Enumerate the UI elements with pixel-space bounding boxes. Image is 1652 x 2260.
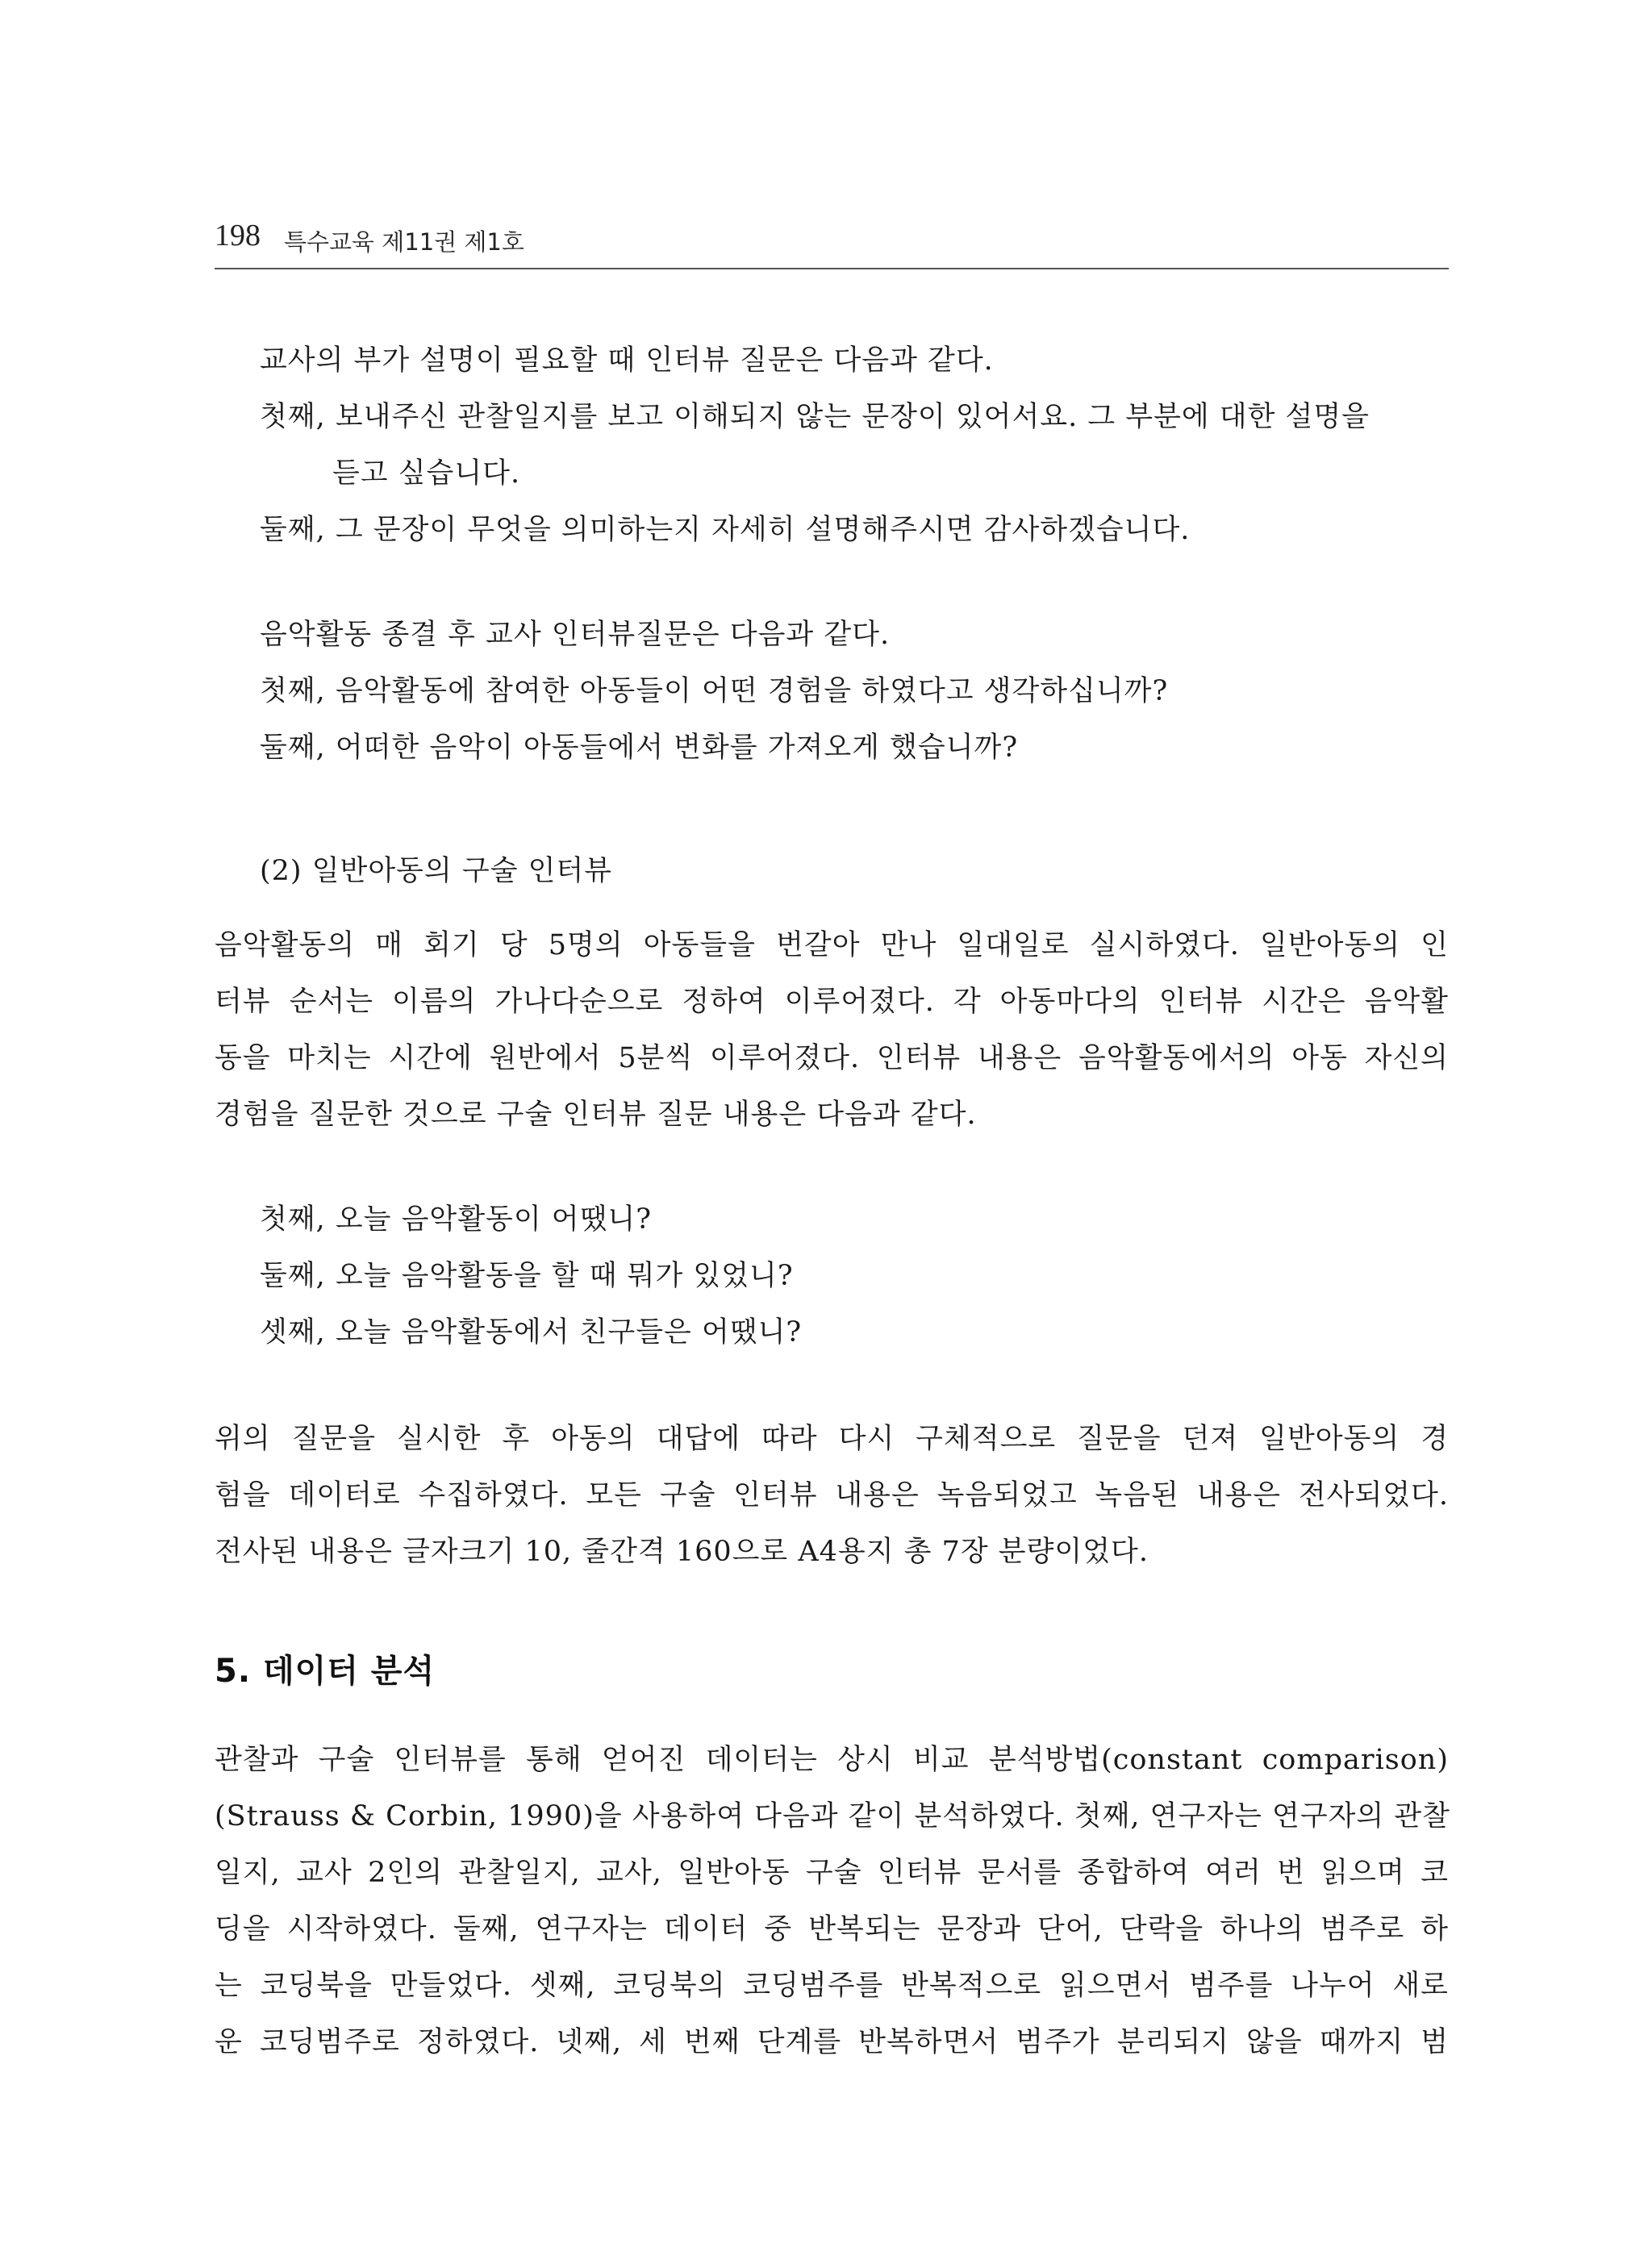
paragraph-line: 운 코딩범주로 정하였다. 넷째, 세 번째 단계를 반복하면서 범주가 분리되지 않을 때까지 범 (215, 2026, 1449, 2058)
paragraph-line: 전사된 내용은 글자크기 10, 줄간격 160으로 A4용지 총 7장 분량이었다. (215, 1536, 1149, 1568)
section-heading: 5. 데이터 분석 (215, 1653, 436, 1690)
paragraph-line: 경험을 질문한 것으로 구술 인터뷰 질문 내용은 다음과 같다. (215, 1099, 977, 1131)
paragraph-line: 터뷰 순서는 이름의 가나다순으로 정하여 이루어졌다. 각 아동마다의 인터뷰 시간은 음악활 (215, 986, 1449, 1018)
paragraph-line: (Strauss & Corbin, 1990)을 사용하여 다음과 같이 분석하였다. 첫째, 연구자는 연구자의 관찰 (215, 1800, 1450, 1833)
paragraph-line: 는 코딩북을 만들었다. 셋째, 코딩북의 코딩범주를 반복적으로 읽으면서 범주를 나누어 새로 (215, 1970, 1449, 2002)
child-question-1: 첫째, 오늘 음악활동이 어땠니? (260, 1203, 652, 1236)
paragraph-line: 일지, 교사 2인의 관찰일지, 교사, 일반아동 구술 인터뷰 문서를 종합하여 여러 번 읽으며 코 (215, 1857, 1449, 1889)
teacher-question-2: 둘째, 그 문장이 무엇을 의미하는지 자세히 설명해주시면 감사하겠습니다. (260, 514, 1191, 546)
running-header (215, 211, 1449, 269)
subsection-title: (2) 일반아동의 구술 인터뷰 (260, 855, 613, 887)
child-question-3: 셋째, 오늘 음악활동에서 친구들은 어땠니? (260, 1316, 803, 1349)
paragraph-line: 관찰과 구술 인터뷰를 통해 얻어진 데이터는 상시 비교 분석방법(constant comparison) (215, 1744, 1449, 1776)
paragraph-line: 위의 질문을 실시한 후 아동의 대답에 따라 다시 구체적으로 질문을 던져 일반아동의 경 (215, 1423, 1449, 1455)
journal-name: 특수교육 제11권 제1호 (284, 228, 524, 256)
teacher-question-1-continued: 듣고 싶습니다. (332, 457, 521, 490)
paragraph-line: 험을 데이터로 수집하였다. 모든 구술 인터뷰 내용은 녹음되었고 녹음된 내용은 전사되었다. (215, 1479, 1449, 1512)
post-activity-intro: 음악활동 종결 후 교사 인터뷰질문은 다음과 같다. (260, 619, 891, 651)
teacher-questions-intro: 교사의 부가 설명이 필요할 때 인터뷰 질문은 다음과 같다. (260, 344, 994, 377)
paragraph-line: 딩을 시작하였다. 둘째, 연구자는 데이터 중 반복되는 문장과 단어, 단락을 하나의 범주로 하 (215, 1913, 1449, 1945)
post-activity-question-1: 첫째, 음악활동에 참여한 아동들이 어떤 경험을 하였다고 생각하십니까? (260, 675, 1169, 707)
teacher-question-1: 첫째, 보내주신 관찰일지를 보고 이해되지 않는 문장이 있어서요. 그 부분에 대한 설명을 (260, 401, 1370, 433)
child-question-2: 둘째, 오늘 음악활동을 할 때 뭐가 있었니? (260, 1260, 794, 1292)
paragraph-line: 동을 마치는 시간에 원반에서 5분씩 이루어졌다. 인터뷰 내용은 음악활동에서의 아동 자신의 (215, 1042, 1449, 1074)
post-activity-question-2: 둘째, 어떠한 음악이 아동들에서 변화를 가져오게 했습니까? (260, 732, 1019, 764)
paragraph-line: 음악활동의 매 회기 당 5명의 아동들을 번갈아 만나 일대일로 실시하였다. 일반아동의 인 (215, 929, 1449, 961)
page-number: 198 (215, 219, 261, 252)
